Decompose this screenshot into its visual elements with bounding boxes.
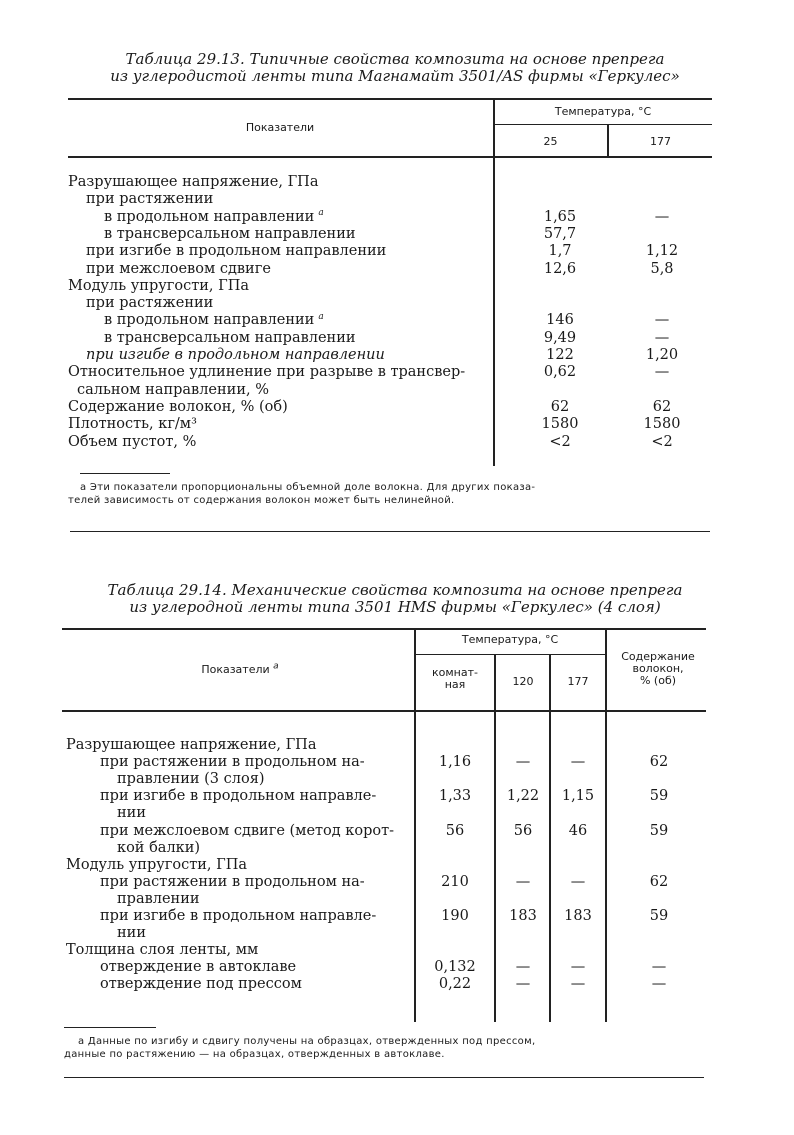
table1-bottom-rule xyxy=(70,531,710,532)
value-fiber: 59 xyxy=(649,908,669,924)
row-label: отверждение в автоклаве xyxy=(100,959,297,976)
table-row xyxy=(0,771,794,788)
row-label: правлении (3 слоя) xyxy=(117,771,265,788)
row-label: при изгибе в продольном направле- xyxy=(100,788,377,805)
value-177: 1,12 xyxy=(645,243,679,260)
row-label-text: при изгибе в продольном направлении xyxy=(86,243,387,260)
value-fiber: — xyxy=(651,976,667,993)
row-label: отверждение под прессом xyxy=(100,976,302,993)
value-25: 1,7 xyxy=(548,243,572,260)
row-label: при растяжении в продольном на- xyxy=(100,754,365,771)
row-label-text: в трансверсальном направлении xyxy=(104,329,356,346)
value-25: 57,7 xyxy=(543,225,577,242)
table2-temp-177: 177 xyxy=(567,675,589,688)
table2-footnote xyxy=(64,1035,536,1061)
value-177: 1580 xyxy=(643,416,681,433)
table2-temp-120: 120 xyxy=(512,675,534,688)
table1-caption-line-2: из углеродистой ленты типа Магнамайт 3501/AS фирмы «Геркулес» xyxy=(110,67,680,85)
table-row xyxy=(0,295,794,312)
table1-header-rule xyxy=(68,156,712,158)
row-label xyxy=(104,209,324,226)
row-label xyxy=(86,191,213,208)
row-label-text: в трансверсальном направлении xyxy=(104,225,356,242)
row-label xyxy=(86,347,385,364)
value-177: — xyxy=(654,364,670,381)
table2-temp-room-line-1: комнат- xyxy=(432,666,478,679)
value-177: 1,20 xyxy=(645,347,679,363)
value-120: 56 xyxy=(513,822,533,839)
table-row xyxy=(0,174,794,191)
value-120: 1,22 xyxy=(506,788,540,805)
table-row xyxy=(0,754,794,771)
row-label xyxy=(86,295,213,312)
value-fiber: 62 xyxy=(649,754,669,771)
value-fiber: 62 xyxy=(649,873,669,890)
table2-fiber-header-line-1: Содержание xyxy=(621,650,695,663)
row-label: при растяжении в продольном на- xyxy=(100,873,365,890)
value-25: 9,49 xyxy=(543,329,577,346)
value-25: 12,6 xyxy=(543,260,577,277)
table1-footnote-line-2: телей зависимость от содержания волокон может быть нелинейной. xyxy=(68,495,455,506)
table-row xyxy=(0,925,794,942)
row-label: при межслоевом сдвиге (метод корот- xyxy=(100,822,395,839)
row-label: Модуль упругости, ГПа xyxy=(66,856,248,873)
footnote-mark: a xyxy=(318,207,324,218)
table-row xyxy=(0,382,794,399)
table1-temp-177: 177 xyxy=(650,135,671,148)
value-fiber: 59 xyxy=(649,822,669,839)
table2-column-header-sup: a xyxy=(273,661,279,672)
value-177: — xyxy=(570,959,586,976)
table-row xyxy=(0,823,794,840)
row-label xyxy=(104,226,356,243)
table2-top-rule xyxy=(62,628,706,630)
value-25: 1580 xyxy=(541,416,579,433)
table2-footnote-line-2: данные по растяжению — на образцах, отвержденных в автоклаве. xyxy=(64,1049,445,1060)
table-row xyxy=(0,942,794,959)
value-177: 183 xyxy=(564,908,592,924)
row-label-text: Плотность, кг/м³ xyxy=(68,416,197,433)
row-label xyxy=(104,312,324,329)
row-label xyxy=(68,278,249,295)
table1-footnote xyxy=(68,481,536,507)
table2-temp-room xyxy=(415,667,495,691)
table2-temperature-header: Температура, °C xyxy=(461,633,559,646)
value-25: 1,65 xyxy=(543,208,577,225)
row-label-text: при изгибе в продольном направлении xyxy=(86,347,385,363)
table2-caption-line-1: Таблица 29.14. Механические свойства композита на основе препрега xyxy=(107,581,683,599)
value-25: 146 xyxy=(546,312,574,329)
row-label-text: при растяжении xyxy=(86,191,214,208)
table-row xyxy=(0,959,794,976)
table-row xyxy=(0,278,794,295)
table2-temp-room-line-2: ная xyxy=(444,678,466,691)
value-25: 0,62 xyxy=(543,364,577,381)
row-label xyxy=(68,174,318,191)
table1-column-header: Показатели xyxy=(245,121,315,134)
row-label: Толщина слоя ленты, мм xyxy=(66,942,259,959)
row-label xyxy=(104,330,356,347)
footnote-mark: a xyxy=(318,311,324,322)
table1-temp-25: 25 xyxy=(543,135,558,148)
row-label: Разрушающее напряжение, ГПа xyxy=(66,737,317,753)
value-177: 46 xyxy=(568,822,588,839)
row-label xyxy=(86,261,271,278)
table-row xyxy=(0,347,794,364)
value-25: <2 xyxy=(549,433,571,450)
table1-footnote-line-1: a Эти показатели пропорциональны объемной доле волокна. Для других показа- xyxy=(80,482,536,493)
value-room: 1,33 xyxy=(438,788,472,805)
table-row xyxy=(0,805,794,822)
row-label xyxy=(68,416,197,433)
table2-fiber-header-line-3: % (об) xyxy=(639,674,677,687)
value-177: — xyxy=(570,976,586,993)
row-label-text: Содержание волокон, % (об) xyxy=(68,398,288,415)
table2-fiber-header xyxy=(606,651,710,687)
row-label: кой балки) xyxy=(117,839,201,856)
row-label: при изгибе в продольном направле- xyxy=(100,908,377,924)
table1-temp-rule xyxy=(494,124,712,125)
row-label-text: Относительное удлинение при разрыве в трансвер- xyxy=(68,364,466,381)
table2-bottom-rule xyxy=(64,1077,704,1078)
value-177: — xyxy=(654,329,670,346)
table2-fiber-header-line-2: волокон, xyxy=(632,662,684,675)
value-177: — xyxy=(654,312,670,329)
value-120: — xyxy=(515,976,531,993)
table2-caption-line-2: из углеродной ленты типа 3501 HMS фирмы «Геркулес» (4 слоя) xyxy=(129,598,661,616)
table1-footnote-rule xyxy=(80,473,170,474)
table-row xyxy=(0,261,794,278)
row-label-text: при растяжении xyxy=(86,295,214,312)
table-row xyxy=(0,737,794,754)
value-120: — xyxy=(515,754,531,771)
row-label-text: при межслоевом сдвиге xyxy=(86,260,271,277)
table-row xyxy=(0,434,794,451)
row-label: правлении xyxy=(117,890,200,907)
value-room: 210 xyxy=(441,873,469,890)
table-row xyxy=(0,243,794,260)
table1-temperature-header: Температура, °C xyxy=(554,105,652,118)
table2-header-rule xyxy=(62,710,706,712)
table-row xyxy=(0,908,794,925)
table2-column-header-label: Показатели xyxy=(201,663,270,676)
row-label xyxy=(68,399,288,416)
value-room: 0,132 xyxy=(434,959,476,976)
row-label-text: Объем пустот, % xyxy=(68,433,197,450)
value-room: 1,16 xyxy=(438,754,472,771)
value-room: 0,22 xyxy=(438,976,472,993)
value-120: 183 xyxy=(509,908,537,924)
row-label-text: в продольном направлении xyxy=(104,312,315,329)
table2-temp-rule xyxy=(415,654,605,655)
table-row xyxy=(0,857,794,874)
table1-caption xyxy=(60,51,730,85)
value-177: 62 xyxy=(652,398,672,415)
value-room: 56 xyxy=(445,822,465,839)
table2-column-header xyxy=(130,661,350,676)
row-label xyxy=(77,382,269,399)
table-row xyxy=(0,209,794,226)
table-row xyxy=(0,330,794,347)
table1-caption-line-1: Таблица 29.13. Типичные свойства композита на основе препрега xyxy=(125,50,665,68)
value-120: — xyxy=(515,873,531,890)
row-label xyxy=(86,243,386,260)
value-177: — xyxy=(654,208,670,225)
value-fiber: 59 xyxy=(649,788,669,805)
table1-top-rule xyxy=(68,98,712,100)
value-177: — xyxy=(570,873,586,890)
value-177: 1,15 xyxy=(561,788,595,805)
value-177: <2 xyxy=(651,433,673,450)
table-row xyxy=(0,874,794,891)
row-label-text: сальном направлении, % xyxy=(77,381,269,398)
table-row xyxy=(0,191,794,208)
table2-footnote-line-1: a Данные по изгибу и сдвигу получены на образцах, отвержденных под прессом, xyxy=(78,1036,536,1047)
table-row xyxy=(0,399,794,416)
table2-footnote-rule xyxy=(64,1027,156,1028)
value-25: 122 xyxy=(546,347,574,363)
row-label-text: Разрушающее напряжение, ГПа xyxy=(68,174,319,190)
value-120: — xyxy=(515,959,531,976)
table-row xyxy=(0,364,794,381)
table-row xyxy=(0,976,794,993)
value-room: 190 xyxy=(441,908,469,924)
table2-caption xyxy=(60,582,730,616)
row-label: нии xyxy=(117,805,146,822)
table-row xyxy=(0,312,794,329)
row-label xyxy=(68,434,196,451)
table-row xyxy=(0,788,794,805)
value-177: 5,8 xyxy=(650,260,674,277)
row-label-text: в продольном направлении xyxy=(104,208,315,225)
value-25: 62 xyxy=(550,398,570,415)
table-row xyxy=(0,416,794,433)
row-label: нии xyxy=(117,925,146,942)
row-label-text: Модуль упругости, ГПа xyxy=(68,277,250,294)
row-label xyxy=(68,364,465,381)
table-row xyxy=(0,891,794,908)
table-row xyxy=(0,840,794,857)
value-fiber: — xyxy=(651,959,667,976)
value-177: — xyxy=(570,754,586,771)
table-row xyxy=(0,226,794,243)
